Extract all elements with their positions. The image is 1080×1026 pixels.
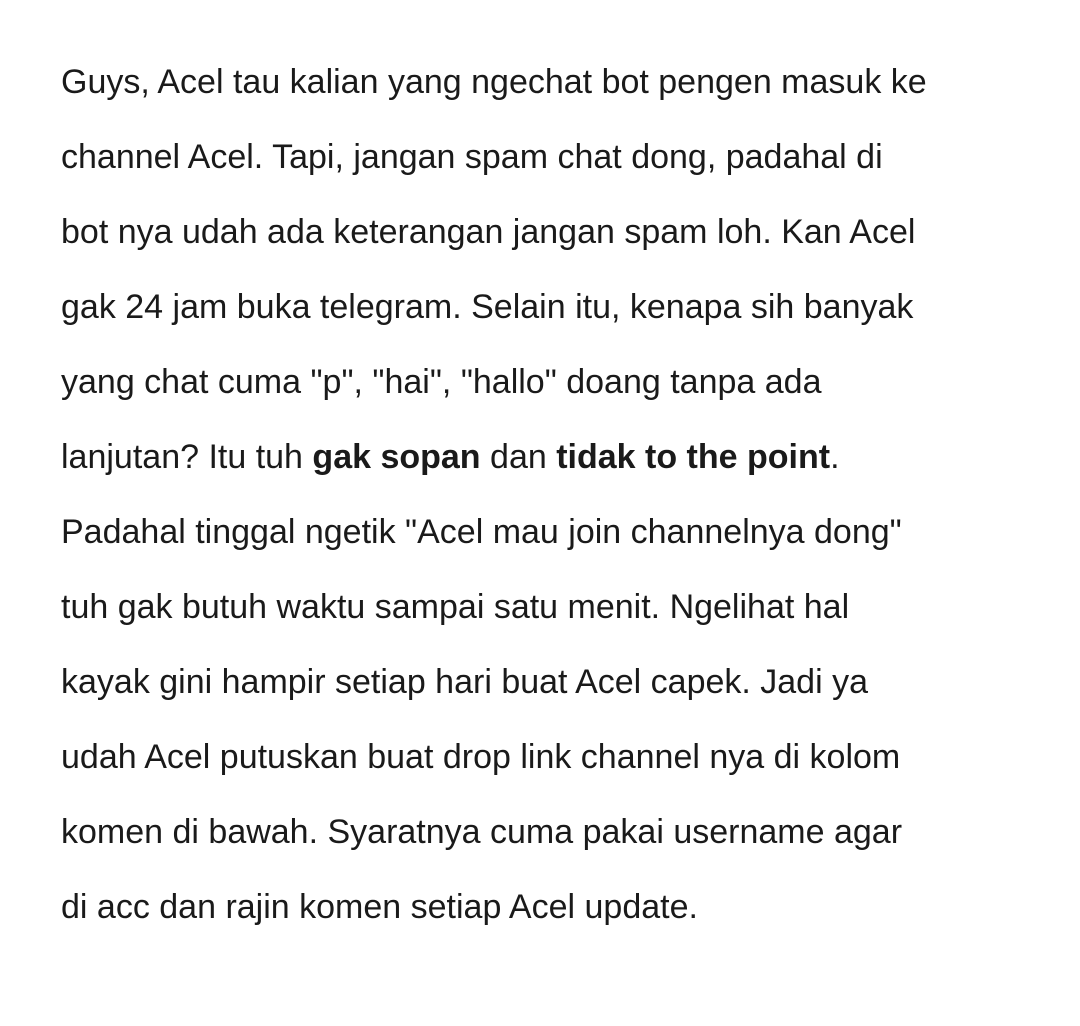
text-line-5 [61, 345, 1051, 420]
text-line-4 [61, 270, 1051, 345]
text-line-3 [61, 195, 1051, 270]
text-segment: komen di bawah. Syaratnya cuma pakai username agar [61, 813, 903, 851]
text-line-6 [61, 420, 1051, 495]
text-line-8 [61, 570, 1051, 645]
emphasis-text: gak sopan [312, 438, 481, 476]
article-text [61, 45, 1051, 945]
text-segment: yang chat cuma "p", "hai", "hallo" doang tanpa ada [61, 363, 822, 401]
text-line-2 [61, 120, 1051, 195]
text-segment: . [830, 438, 840, 476]
text-line-7 [61, 495, 1051, 570]
text-segment: udah Acel putuskan buat drop link channel nya di kolom [61, 738, 901, 776]
text-line-9 [61, 645, 1051, 720]
text-segment: kayak gini hampir setiap hari buat Acel capek. Jadi ya [61, 663, 869, 701]
text-segment: Padahal tinggal ngetik "Acel mau join channelnya dong" [61, 513, 902, 551]
text-segment: lanjutan? Itu tuh [61, 438, 313, 476]
text-segment: gak 24 jam buka telegram. Selain itu, kenapa sih banyak [61, 288, 914, 326]
text-line-12 [61, 870, 1051, 945]
text-line-10 [61, 720, 1051, 795]
text-segment: di acc dan rajin komen setiap Acel update. [61, 888, 698, 926]
text-segment: bot nya udah ada keterangan jangan spam loh. Kan Acel [61, 213, 916, 251]
text-segment: tuh gak butuh waktu sampai satu menit. Ngelihat hal [61, 588, 850, 626]
text-line-1 [61, 45, 1051, 120]
text-segment: Guys, Acel tau kalian yang ngechat bot pengen masuk ke [61, 63, 927, 101]
emphasis-text: tidak to the point [556, 438, 831, 476]
text-segment: dan [480, 438, 557, 476]
text-segment: channel Acel. Tapi, jangan spam chat dong, padahal di [61, 138, 883, 176]
text-line-11 [61, 795, 1051, 870]
